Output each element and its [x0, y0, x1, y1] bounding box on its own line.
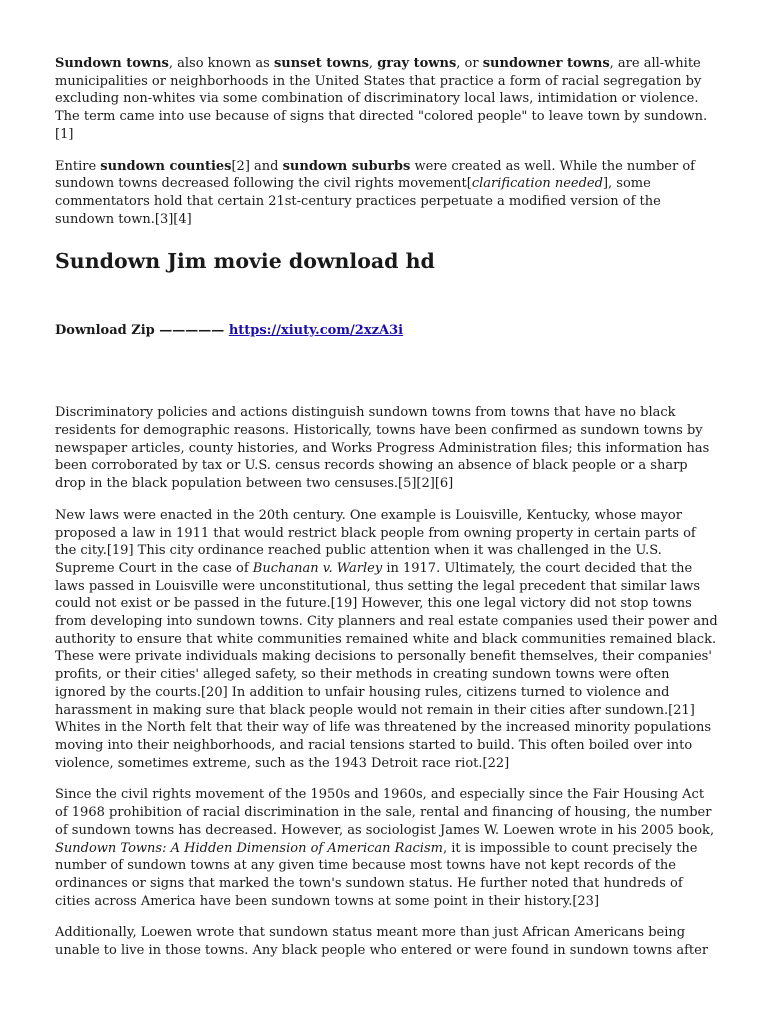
download-label: Download Zip —————: [55, 323, 229, 339]
text-run: were created as well. While the number of sundown towns decreased following the civil rights movement[: [55, 158, 695, 192]
bold-term: gray towns: [377, 56, 457, 71]
body-paragraph-1: [55, 404, 719, 493]
text-run: Additionally, Loewen wrote that sundown status meant more than just African Americans being unable to live in those towns. Any black people who entered or were found in sundown towns after: [55, 925, 709, 959]
intro-paragraph-1: [55, 55, 719, 144]
text-run: Discriminatory policies and actions distinguish sundown towns from towns that have no black residents for demographic reasons. Historically, towns have been confirmed as sundown towns by newspaper articles, county histories, and Works Progress Administration files; this information has been corroborated by tax or U.S. census records showing an absence of black people or a sharp drop in the black population between two censuses.[5][2][6]: [55, 405, 710, 492]
document-page: [55, 55, 719, 960]
intro-paragraph-2: [55, 158, 719, 229]
bold-term: sundown counties: [100, 158, 232, 174]
text-run: ], some commentators hold that certain 21st-century practices perpetuate a modified version of the sundown town.[3][4]: [55, 176, 661, 227]
body-paragraph-2: [55, 507, 719, 773]
text-run: Entire: [55, 158, 101, 174]
italic-term: Sundown Towns: A Hidden Dimension of American Racism: [55, 840, 443, 856]
bold-term: sunset towns: [273, 56, 369, 71]
bold-term: sundown suburbs: [282, 158, 411, 174]
italic-term: Buchanan v. Warley: [252, 560, 383, 576]
body-paragraph-4: [55, 924, 719, 959]
text-run: Since the civil rights movement of the 1950s and 1960s, and especially since the Fair Housing Act of 1968 prohibition of racial discrimination in the sale, rental and financing of housing, the number of sundown towns has decreased. However, as sociologist James W. Loewen wrote in his 2005 book,: [55, 787, 715, 838]
download-line: [55, 322, 719, 340]
text-run: , are all-white municipalities or neighborhoods in the United States that practice a form of racial segregation by excluding non-whites via some combination of discriminatory local laws, intimidation or violence. The term came into use because of signs that directed "colored people" to leave town by sundown.[1]: [55, 56, 708, 142]
text-run: ,: [368, 56, 378, 71]
download-link[interactable]: https://xiuty.com/2xzA3i: [228, 323, 404, 339]
text-run: , it is impossible to count precisely the number of sundown towns at any given time because most towns have not kept records of the ordinances or signs that marked the town's sundown status. He further noted that hundreds of cities across America have been sundown towns at some point in their history.[23]: [55, 840, 698, 909]
text-run: , or: [456, 56, 483, 71]
text-run: , also known as: [168, 56, 274, 71]
body-paragraph-3: [55, 786, 719, 910]
page-title: Sundown Jim movie download hd: [55, 249, 435, 274]
bold-term: Sundown towns: [55, 56, 169, 71]
text-run: in 1917. Ultimately, the court decided that the laws passed in Louisville were unconstitutional, thus setting the legal precedent that similar laws could not exist or be passed in the future.[19] However, this one legal victory did not stop towns from developing into sundown towns. City planners and real estate companies used their power and authority to ensure that white communities remained white and black communities remained black. These were private individuals making decisions to personally benefit themselves, their companies' profits, or their cities' alleged safety, so their methods in creating sundown towns were often ignored by the courts.[20] In addition to unfair housing rules, citizens turned to violence and harassment in making sure that black people would not remain in their cities after sundown.[21] Whites in the North felt that their way of life was threatened by the increased minority populations moving into their neighborhoods, and racial tensions started to build. This often boiled over into violence, sometimes extreme, such as the 1943 Detroit race riot.[22]: [55, 560, 718, 771]
italic-term: clarification needed: [471, 176, 603, 192]
text-run: New laws were enacted in the 20th century. One example is Louisville, Kentucky, whose mayor proposed a law in 1911 that would restrict black people from owning property in certain parts of the city.[19] This city ordinance reached public attention when it was challenged in the U.S. Supreme Court in the case of: [55, 507, 696, 576]
bold-term: sundowner towns: [482, 56, 610, 71]
text-run: [2] and: [231, 158, 283, 174]
